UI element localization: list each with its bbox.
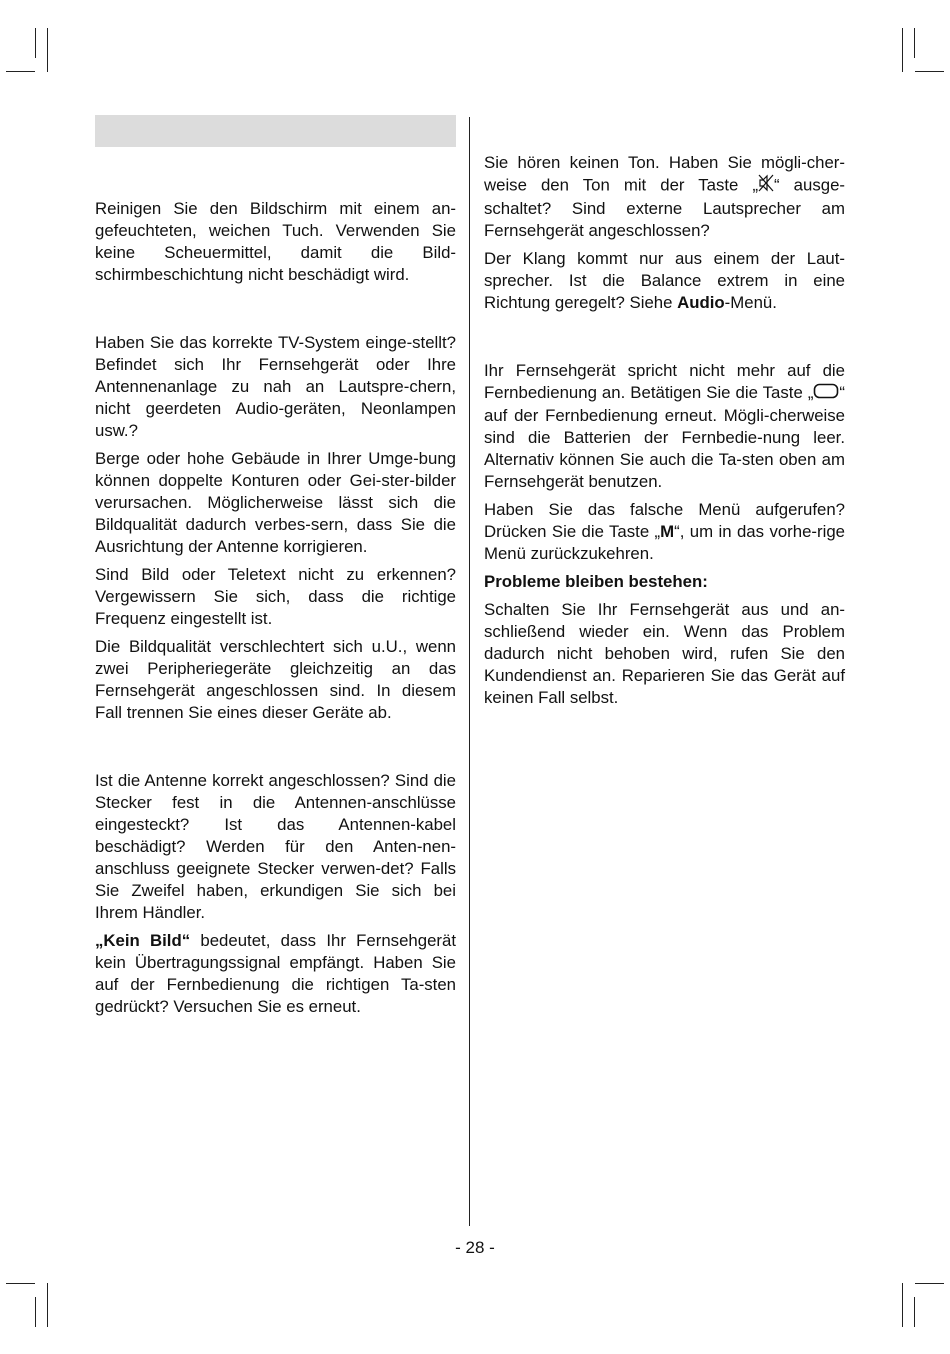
crop-mark: [47, 1283, 48, 1327]
crop-mark: [915, 1283, 944, 1284]
no-picture-text: bedeutet, dass Ihr Fernsehgerät kein Übertragungssignal empfängt. Haben Sie auf der Fernbedienung die richtigen Ta-sten gedrückt? Versuchen Sie es erneut.: [95, 931, 456, 1016]
crop-mark: [902, 1283, 903, 1327]
paragraph-peripherals: Die Bildqualität verschlechtert sich u.U., wenn zwei Peripheriegeräte gleichzeitig an das Fernsehgerät angeschlossen sind. In diesem Fall trennen Sie eines dieser Geräte ab.: [95, 637, 456, 722]
paragraph-service: Schalten Sie Ihr Fernsehgerät aus und an-schließend wieder ein. Wenn das Problem dadurch nicht behoben wird, rufen Sie den Kundendienst an. Reparieren Sie das Gerät auf keinen Fall selbst.: [484, 599, 845, 707]
left-column: [95, 198, 456, 1024]
crop-mark: [47, 28, 48, 72]
crop-mark: [6, 71, 35, 72]
column-divider: [469, 117, 470, 1226]
paragraph-no-picture: [95, 930, 456, 1018]
crop-mark: [902, 28, 903, 72]
balance-text-a: Der Klang kommt nur aus einem der Laut-sprecher. Ist die Balance extrem in eine Richtung geregelt? Siehe: [484, 249, 845, 312]
wrong-menu-text-b: “, um in das vorhe-rige Menü zurückzukehren.: [484, 521, 845, 563]
paragraph-remote: [484, 360, 845, 493]
paragraph-wrong-menu: [484, 499, 845, 565]
crop-mark: [915, 71, 944, 72]
paragraph-antenna: Ist die Antenne korrekt angeschlossen? Sind die Stecker fest in die Antennen-anschlüsse eingesteckt? Ist das Antennen-kabel beschädigt? Werden für den Anten-nen-anschluss geeignete Stecker verwen-det? Falls Sie Zweifel haben, erkundigen Sie sich bei Ihrem Händler.: [95, 771, 456, 922]
mute-icon: [758, 174, 774, 198]
crop-mark: [35, 28, 36, 58]
paragraph-balance: [484, 248, 845, 314]
no-sound-text-a: Sie hören keinen Ton. Haben Sie mögli-cher-weise den Ton mit der Taste „: [484, 153, 845, 195]
remote-text-a: Ihr Fernsehgerät spricht nicht mehr auf die Fernbedienung an. Betätigen Sie die Taste „: [484, 361, 845, 402]
crop-mark: [914, 28, 915, 58]
paragraph-no-sound: [484, 152, 845, 242]
tv-standby-icon: [813, 383, 839, 405]
audio-menu-term: Audio: [677, 293, 725, 312]
wrong-menu-text-a: Haben Sie das falsche Menü aufgerufen? Drücken Sie die Taste „: [484, 499, 845, 541]
paragraph-ghost-images: Berge oder hohe Gebäude in Ihrer Umge-bung können doppelte Konturen oder Gei-ster-bilder verursachen. Möglicherweise lässt sich die Bildqualität dadurch verbes-sern, dass Sie die Ausrichtung der Antenne korrigieren.: [95, 449, 456, 556]
paragraph-cleaning: Reinigen Sie den Bildschirm mit einem an-gefeuchteten, weichen Tuch. Verwenden Sie keine Scheuermittel, damit die Bild-schirmbeschichtung nicht beschädigt wird.: [95, 199, 456, 284]
section-header-bar: [95, 115, 456, 147]
remote-text-b: “ auf der Fernbedienung erneut. Mögli-cherweise sind die Batterien der Fernbedie-nung leer. Alternativ können Sie auch die Ta-sten oben am Fernsehgerät benutzen.: [484, 383, 845, 491]
heading-problems-persist: Probleme bleiben bestehen:: [484, 571, 708, 591]
right-column: [484, 152, 845, 715]
paragraph-teletext: Sind Bild oder Teletext nicht zu erkennen? Vergewissern Sie sich, dass die richtige Frequenz eingestellt ist.: [95, 565, 456, 628]
paragraph-tv-system: Haben Sie das korrekte TV-System einge-stellt? Befindet sich Ihr Fernsehgerät oder Ihre Antennenanlage zu nah an Lautspre-chern, nicht geerdeten Audio-geräten, Neonlampen usw.?: [95, 333, 456, 440]
no-sound-text-b: “ ausge-schaltet? Sind externe Lautsprecher am Fernsehgerät angeschlossen?: [484, 175, 845, 240]
menu-key-term: M: [660, 521, 675, 541]
crop-mark: [6, 1283, 35, 1284]
no-picture-term: „Kein Bild“: [95, 931, 191, 950]
page-number: - 28 -: [455, 1238, 495, 1257]
crop-mark: [35, 1297, 36, 1327]
balance-text-b: -Menü.: [724, 293, 777, 312]
crop-mark: [914, 1297, 915, 1327]
